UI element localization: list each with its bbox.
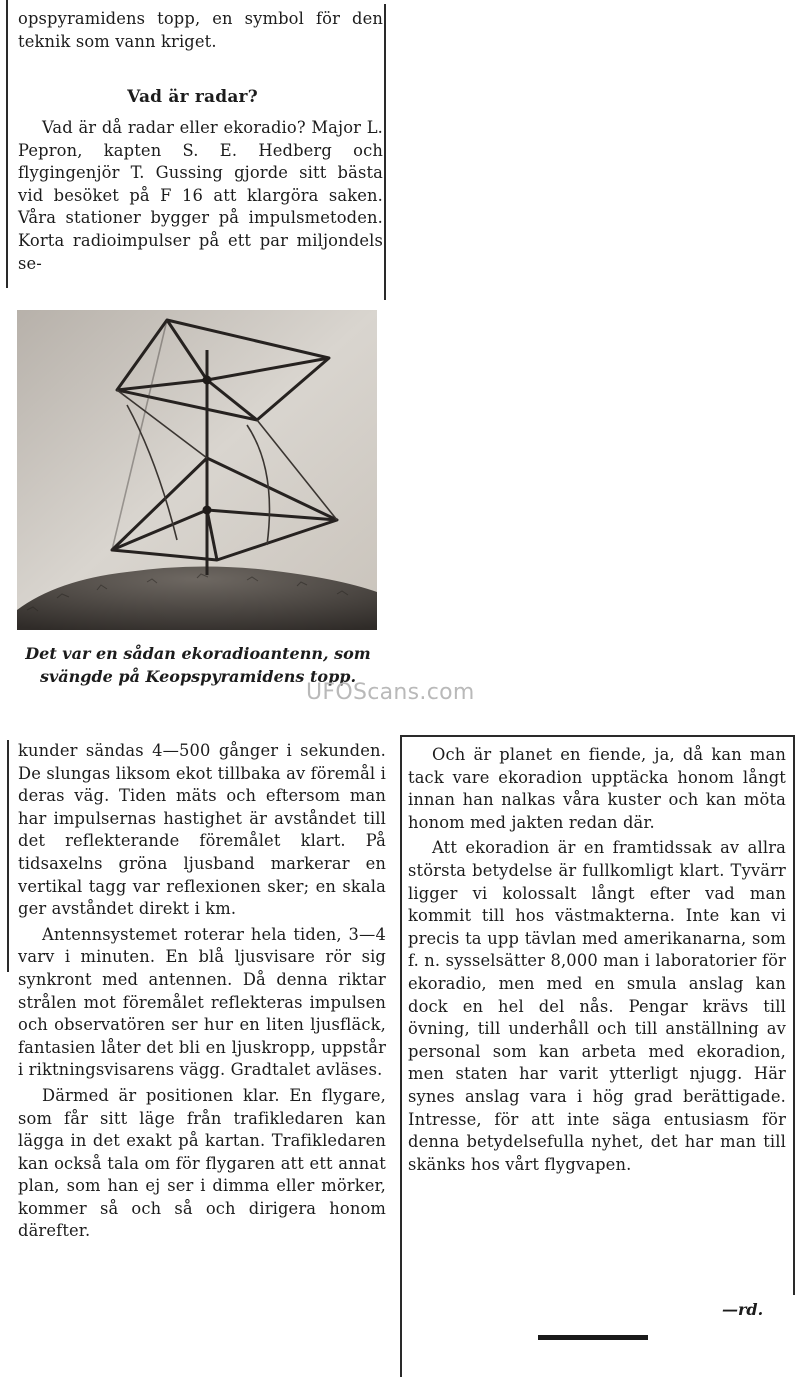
- author-signature: —rd.: [722, 1300, 764, 1319]
- definition-text-block: [18, 117, 383, 275]
- intro-text-block: [18, 8, 383, 53]
- photo-caption: Det var en sådan ekoradioantenn, som svängde på Keopspyramidens topp.: [25, 644, 371, 686]
- left-border-top: [6, 0, 8, 288]
- definition-paragraph: Vad är då radar eller ekoradio? Major L. Pepron, kapten S. E. Hedberg och flygingenjör T. Gussing gjorde sitt bästa vid besöket på F 16 att klargöra saken. Våra stationer bygger på impulsmetoden. Korta radioimpulser på ett par miljondels se-: [18, 118, 383, 273]
- left-border-lower: [7, 740, 9, 972]
- column-divider: [400, 735, 402, 1377]
- right-border-lower: [793, 735, 795, 1295]
- right-paragraph-1: Och är planet en fiende, ja, då kan man tack vare ekoradion upptäcka honom långt innan han nalkas våra kuster och kan möta honom med jakten redan där.: [408, 745, 786, 832]
- left-paragraph-2: Antennsystemet roterar hela tiden, 3—4 varv i minuten. En blå ljusvisare rör sig synkront med antennen. Då denna riktar strålen mot föremålet reflekteras impulsen och observatören ser hur en liten ljusfläck, fantasien låter det bli en ljuskropp, uppstår i riktningsvisarens vägg. Gradtalet avläses.: [18, 924, 386, 1080]
- section-heading: Vad är radar?: [127, 87, 258, 107]
- right-paragraph-2: Att ekoradion är en framtidssak av allra största betydelse är fullkomligt klart. Tyvärr ligger vi kolossalt långt efter vad man kommit till hos västmakterna. Inte kan vi precis ta upp tävlan med amerikanarna, som f. n. sysselsätter 8,000 man i laboratorier för ekoradio, men med en smula anslag kan dock en hel del nås. Pengar krävs till övning, till underhåll och till anställning av personal som kan arbeta med ekoradion, men staten har varit ytterligt njugg. Här synes anslag vara i hög grad berättigade. Intresse, för att inte säga entusiasm för denna betydelsefulla nyhet, det har man till skänks hos vårt flygvapen.: [408, 838, 786, 1174]
- antenna-illustration: [17, 310, 377, 630]
- left-paragraph-1: kunder sändas 4—500 gånger i sekunden. De slungas liksom ekot tillbaka av föremål i deras väg. Tiden mäts och eftersom man har impulsernas hastighet är avståndet till det reflekterande föremålet klart. På tidsaxelns gröna ljusband markerar en vertikal tagg var reflexionen sker; en skala ger avståndet direkt i km.: [18, 741, 386, 919]
- antenna-photo: [17, 310, 377, 630]
- left-column: [18, 740, 386, 1243]
- right-border-top: [384, 4, 386, 300]
- right-column-top-rule: [400, 735, 793, 737]
- intro-paragraph: opspyramidens topp, en symbol för den teknik som vann kriget.: [18, 9, 383, 51]
- end-of-article-bar: [538, 1335, 648, 1340]
- left-paragraph-3: Därmed är positionen klar. En flygare, som får sitt läge från trafikledaren kan lägga in det exakt på kartan. Trafikledaren kan också tala om för flygaren att ett annat plan, som han ej ser i dimma eller mörker, kommer så och så och dirigera honom därefter.: [18, 1085, 386, 1241]
- right-column: [408, 744, 786, 1176]
- watermark-text: UFOScans.com: [306, 680, 475, 705]
